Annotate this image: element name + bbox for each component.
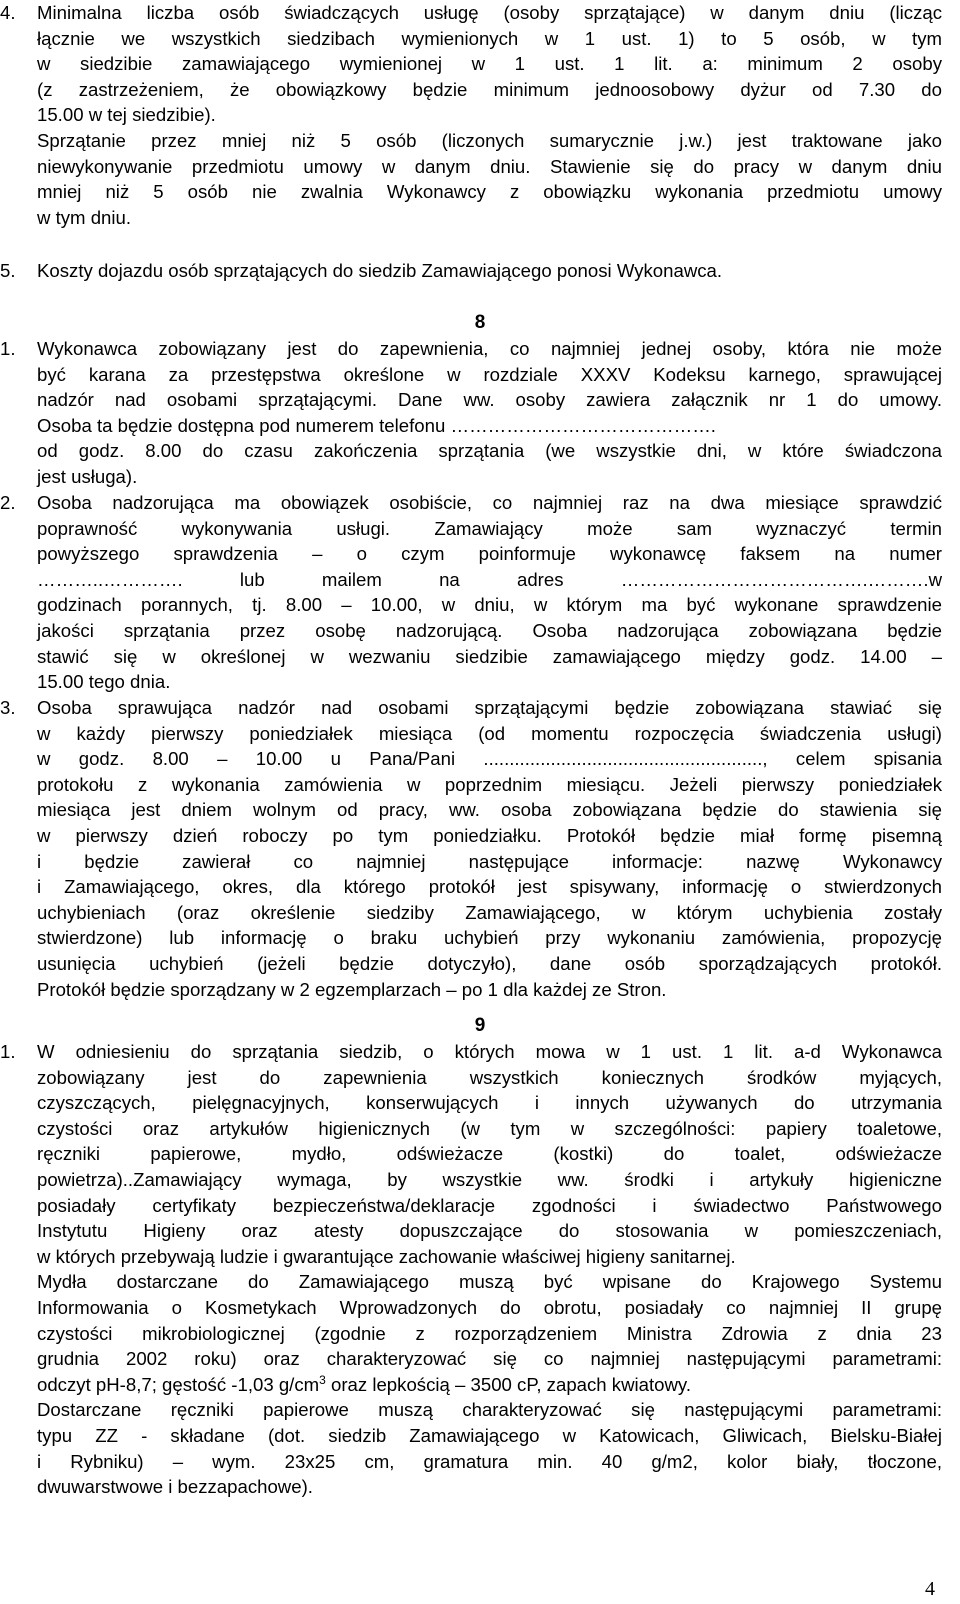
text-line: i Zamawiającego, okres, dla którego protokół jest spisywany, informację o stwierdzonych <box>37 876 942 898</box>
section-9-point-1 <box>0 1039 942 1500</box>
text-line: stawić się w określonej w wezwaniu siedzibie zamawiającego między godz. 14.00 – <box>37 645 942 667</box>
text-line: stwierdzone) lub informację o braku uchybień przy wykonaniu zamówienia, propozycję <box>37 927 942 949</box>
text-line: w tym dniu. <box>37 206 132 228</box>
text-line: Mydła dostarczane do Zamawiającego muszą być wpisane do Krajowego Systemu <box>37 1271 942 1293</box>
text-line: łącznie we wszystkich siedzibach wymienionych w 1 ust. 1) to 5 osób, w tym <box>37 27 942 49</box>
page-number: 4 <box>925 1578 935 1600</box>
text-line: i Rybniku) – wym. 23x25 cm, gramatura min. 40 g/m2, kolor biały, tłoczone, <box>37 1450 942 1472</box>
text-line: ………..…………. lub mailem na adres ………………………………….……….w <box>37 568 942 590</box>
text-line: czystości mikrobiologicznej (zgodnie z rozporządzeniem Ministra Zdrowia z dnia 23 <box>37 1322 942 1344</box>
text-line: zobowiązany jest do zapewnienia wszystkich koniecznych środków myjących, <box>37 1066 942 1088</box>
section-8-point-3 <box>0 695 942 1002</box>
text-line: ręczniki papierowe, mydło, odświeżacze (kostki) do toalet, odświeżacze <box>37 1143 942 1165</box>
text-line: jakości sprzątania przez osobę nadzorującą. Osoba nadzorująca zobowiązana będzie <box>37 619 942 641</box>
paragraph-number: 4. <box>0 2 16 23</box>
paragraph-5 <box>0 258 942 284</box>
text-line: Minimalna liczba osób świadczących usługę (osoby sprzątające) w danym dniu (licząc <box>37 2 942 23</box>
text-line: w pierwszy dzień roboczy po tym poniedziałku. Protokół będzie miał formę pisemną <box>37 824 942 846</box>
text-line: powyższego sprawdzenia – o czym poinformuje wykonawcę faksem na numer <box>37 543 942 565</box>
text-line: być karana za przestępstwa określone w rozdziale XXXV Kodeksu karnego, sprawującej <box>37 363 942 385</box>
text-line: w których przebywają ludzie i gwarantujące zachowanie właściwej higieny sanitarnej. <box>37 1245 736 1267</box>
text-line <box>37 1372 942 1398</box>
text-line: godzinach porannych, tj. 8.00 – 10.00, w dniu, w którym ma być wykonane sprawdzenie <box>37 594 942 616</box>
text-line: nadzór nad osobami sprzątającymi. Dane ww. osoby zawiera załącznik nr 1 do umowy. <box>37 389 942 411</box>
superscript: 3 <box>319 1372 326 1387</box>
section-8-heading: 8 <box>474 312 486 333</box>
text-line: w siedzibie zamawiającego wymienionej w 1 ust. 1 lit. a: minimum 2 osoby <box>37 53 942 75</box>
text-line: niewykonywanie przedmiotu umowy w danym dniu. Stawienie się do pracy w danym dniu <box>37 155 942 177</box>
text-line: jest usługa). <box>37 465 138 487</box>
text-line: uchybieniach (oraz określenie siedziby Zamawiającego, w którym uchybienia zostały <box>37 901 942 923</box>
section-9-heading: 9 <box>474 1015 486 1036</box>
paragraph-number: 1. <box>0 338 16 359</box>
text-line: od godz. 8.00 do czasu zakończenia sprzątania (we wszystkie dni, w które świadczona <box>37 440 942 462</box>
text-line: Instytutu Higieny oraz atesty dopuszczające do stosowania w pomieszczeniach, <box>37 1220 942 1242</box>
section-8-point-2 <box>0 490 942 695</box>
text-line: (z zastrzeżeniem, że obowiązkowy będzie minimum jednoosobowy dyżur od 7.30 do <box>37 78 942 100</box>
section-8-point-1 <box>0 336 942 490</box>
text-line: usunięcia uchybień (jeżeli będzie dotyczyło), dane osób sporządzających protokół. <box>37 952 942 974</box>
text-line: Informowania o Kosmetykach Wprowadzonych do obrotu, posiadały co najmniej II grupę <box>37 1296 942 1318</box>
text-line: czyszczących, pielęgnacyjnych, konserwujących i innych używanych do utrzymania <box>37 1092 942 1114</box>
paragraph-number: 3. <box>0 697 16 718</box>
text-line: W odniesieniu do sprzątania siedzib, o których mowa w 1 ust. 1 lit. a-d Wykonawca <box>37 1041 942 1062</box>
text-line: mniej niż 5 osób nie zwalnia Wykonawcy z obowiązku wykonania przedmiotu umowy <box>37 181 942 203</box>
text-fragment: odczyt pH-8,7; gęstość -1,03 g/cm <box>37 1373 320 1395</box>
text-line: posiadały certyfikaty bezpieczeństwa/deklaracje zgodności i świadectwo Państwowego <box>37 1194 942 1216</box>
text-fragment: oraz lepkością – 3500 cP, zapach kwiatowy. <box>325 1373 692 1395</box>
text-line: Osoba sprawująca nadzór nad osobami sprzątającymi będzie zobowiązana stawiać się <box>37 697 942 718</box>
text-line: w godz. 8.00 – 10.00 u Pana/Pani ......................................................, celem spisania <box>37 748 942 770</box>
text-line: Wykonawca zobowiązany jest do zapewnienia, co najmniej jednej osoby, która nie może <box>37 338 942 359</box>
text-line: miesiąca jest dniem wolnym od pracy, ww. osoba zobowiązana będzie do stawienia się <box>37 799 942 821</box>
text-line: 15.00 w tej siedzibie). <box>37 104 216 126</box>
text-line: typu ZZ - składane (dot. siedzib Zamawiającego w Katowicach, Gliwicach, Bielsku-Białej <box>37 1424 942 1446</box>
text-line: 15.00 tego dnia. <box>37 671 171 693</box>
text-line: Osoba ta będzie dostępna pod numerem telefonu ……………………………………. <box>37 414 716 436</box>
text-line: Protokół będzie sporządzany w 2 egzemplarzach – po 1 dla każdej ze Stron. <box>37 978 667 1000</box>
text-line: w każdy pierwszy poniedziałek miesiąca (od momentu rozpoczęcia świadczenia usługi) <box>37 722 942 744</box>
text-line: Osoba nadzorująca ma obowiązek osobiście, co najmniej raz na dwa miesiące sprawdzić <box>37 492 942 513</box>
text-line: dwuwarstwowe i bezzapachowe). <box>37 1476 313 1498</box>
paragraph-number: 1. <box>0 1041 16 1062</box>
text-line: poprawność wykonywania usługi. Zamawiający może sam wyznaczyć termin <box>37 517 942 539</box>
text-line: i będzie zawierał co najmniej następujące informacje: nazwę Wykonawcy <box>37 850 942 872</box>
paragraph-4 <box>0 0 942 230</box>
text-line: grudnia 2002 roku) oraz charakteryzować się co najmniej następującymi parametrami: <box>37 1348 942 1370</box>
paragraph-number: 2. <box>0 492 16 513</box>
text-line: powietrza)..Zamawiający wymaga, by wszystkie ww. środki i artykuły higieniczne <box>37 1168 942 1190</box>
text-line: Sprzątanie przez mniej niż 5 osób (liczonych sumarycznie j.w.) jest traktowane jako <box>37 129 942 151</box>
text-line: Dostarczane ręczniki papierowe muszą charakteryzować się następującymi parametrami: <box>37 1399 942 1421</box>
paragraph-number: 5. <box>0 260 16 281</box>
text-line: protokołu z wykonania zamówienia w poprzednim miesiącu. Jeżeli pierwszy poniedziałek <box>37 773 942 795</box>
text-line: Koszty dojazdu osób sprzątających do siedzib Zamawiającego ponosi Wykonawca. <box>37 260 723 281</box>
text-line: czystości oraz artykułów higienicznych (w tym w szczególności: papiery toaletowe, <box>37 1117 942 1139</box>
